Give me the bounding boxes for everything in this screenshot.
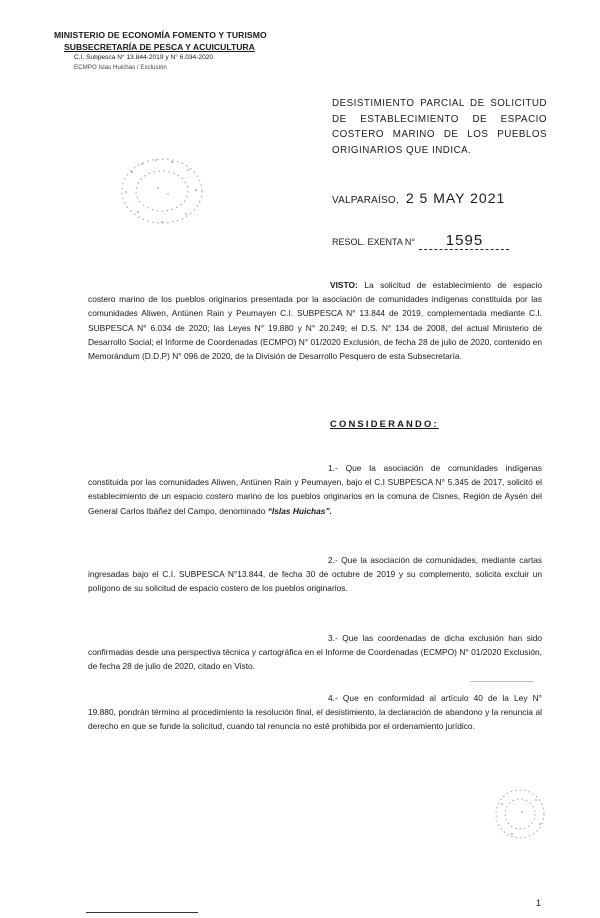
city-label: VALPARAÍSO,: [332, 195, 399, 206]
item-text: Que la asociación de comunidades indígenas constituida por las comunidades Aliwen, Antünen Rain y Peumayen, bajo el C.I SUBPESCA N° 5.345 de 2017, solicitó el establecimiento de un espacio costero marino de los pueblos originarios en la comuna de Cisnes, Región de Aysén del General Carlos Ibáñez del Campo, denominado: [88, 463, 542, 516]
divider-line: [470, 681, 534, 682]
item-text: Que en conformidad al artículo 40 de la Ley N° 19.880, pondrán término al procedimiento la resolución final, el desistimiento, la declaración de abandono y la renuncia al derecho en que se funde la solicitud, cuando tal renuncia no esté prohibida por el ordenamiento jurídico.: [88, 693, 543, 732]
resolution-number-line: [332, 232, 509, 250]
considerando-item-4: [88, 691, 542, 734]
visto-paragraph: [88, 278, 542, 363]
resolution-number: 1595: [419, 232, 509, 250]
item-emphasis: “Islas Huichas”.: [267, 505, 332, 516]
considerando-heading: CONSIDERANDO:: [330, 418, 439, 429]
ministry-name: MINISTERIO DE ECONOMÍA FOMENTO Y TURISMO: [54, 30, 267, 40]
initials-line: ECMPO Islas Huichas / Exclusión: [74, 64, 167, 71]
considerando-item-1: [88, 461, 542, 518]
visto-text: La solicitud de establecimiento de espacio costero marino de los pueblos originarios presentada por la asociación de comunidades indígenas constituida por las comunidades Aliwen, Antünen Rain y Peumayen C.I. SUBPESCA N° 13.844 de 2019, complementada mediante C.I. SUBPESCA N° 6.034 de 2020; las Leyes N° 19.880 y N° 20.249; el D.S. N° 134 de 2008, del actual Ministerio de Desarrollo Social; el Informe de Coordenadas (ECMPO) N° 01/2020 Exclusión, de fecha 28 de julio de 2020, contenido en Memorándum (D.D.P) N° 096 de 2020, de la División de Desarrollo Pesquero de esta Subsecretaría.: [88, 280, 542, 362]
letterhead: [54, 30, 284, 72]
item-number: 1.-: [328, 463, 338, 473]
resolution-subject: DESISTIMIENTO PARCIAL DE SOLICITUD DE ESTABLECIMIENTO DE ESPACIO COSTERO MARINO DE LOS PUEBLOS ORIGINARIOS QUE INDICA.: [332, 98, 547, 156]
visto-label: VISTO:: [330, 280, 358, 290]
item-text: Que las coordenadas de dicha exclusión han sido confirmadas desde una perspectiva técnica y cartográfica en el Informe de Coordenadas (ECMPO) N° 01/2020 Exclusión, de fecha 28 de julio de 2020, citado en Visto.: [88, 633, 543, 672]
reference-line: C.I. Subpesca N° 13.844-2019 y N° 6.034-2020: [74, 54, 214, 61]
footnote-rule: [86, 912, 198, 913]
considerando-item-2: [88, 553, 542, 596]
item-number: 3.-: [328, 633, 338, 643]
place-date-line: [332, 190, 505, 206]
item-text: Que la asociación de comunidades, mediante cartas ingresadas bajo el C.I. SUBPESCA N°13.844, de fecha 30 de octubre de 2019 y su complemento, solicita excluir un polígono de su solicitud de espacio costero de los pueblos originarios.: [88, 555, 542, 594]
resolution-label: RESOL. EXENTA N°: [332, 237, 415, 247]
subsecretaria-name: SUBSECRETARÍA DE PESCA Y ACUICULTURA: [64, 42, 255, 52]
item-number: 4.-: [328, 693, 338, 703]
item-number: 2.-: [328, 555, 338, 565]
page-number: 1: [536, 898, 542, 908]
faint-seal-icon: [492, 786, 548, 842]
faint-stamp-icon: [112, 150, 212, 232]
considerando-item-3: [88, 631, 542, 674]
stamped-date: 2 5 MAY 2021: [405, 190, 506, 206]
